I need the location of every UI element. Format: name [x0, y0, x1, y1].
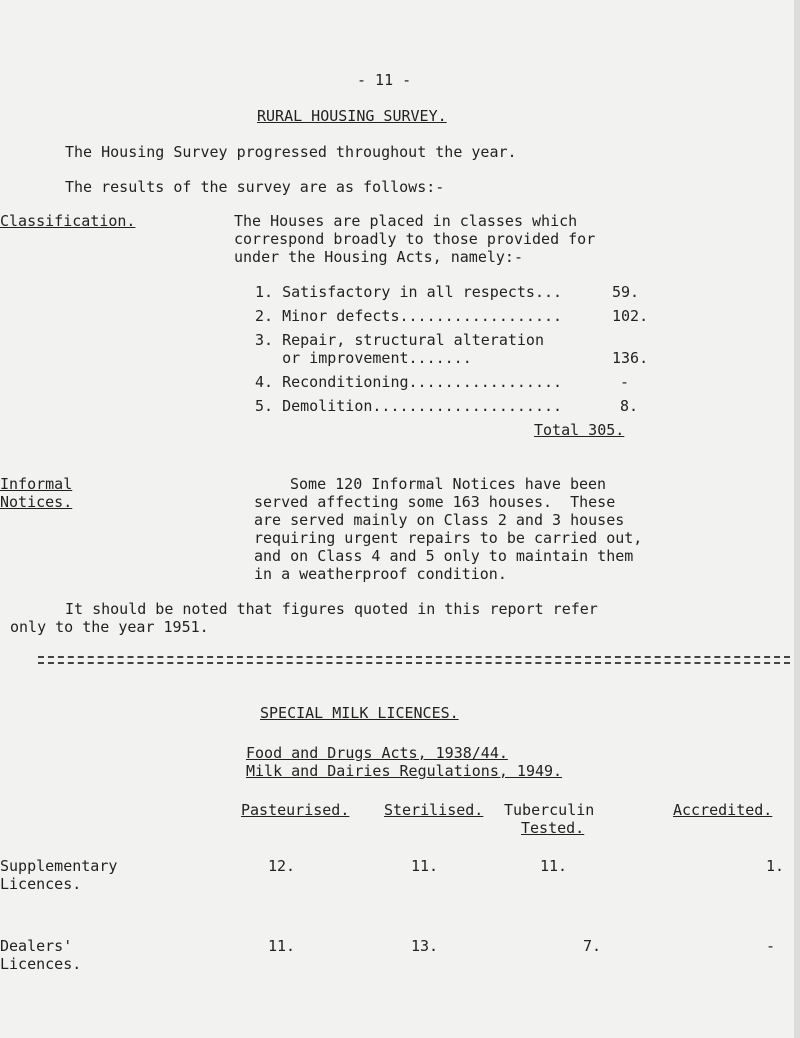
informal-text-3: are served mainly on Class 2 and 3 houses	[254, 511, 625, 529]
column-header-sub: Tested.	[521, 819, 585, 837]
table-cell: 13.	[411, 937, 439, 955]
row-label: Licences.	[0, 875, 82, 893]
informal-text-4: requiring urgent repairs to be carried out,	[254, 529, 643, 547]
informal-text-1: Some 120 Informal Notices have been	[290, 475, 607, 493]
class-item-value: 8.	[620, 397, 639, 415]
class-item-value: 102.	[612, 307, 649, 325]
informal-text-2: served affecting some 163 houses. These	[254, 493, 616, 511]
column-header: Pasteurised.	[241, 801, 350, 819]
row-label: Licences.	[0, 955, 82, 973]
subtitle-milk-dairies: Milk and Dairies Regulations, 1949.	[246, 762, 563, 780]
column-header: Tuberculin	[504, 801, 595, 819]
note-line-2: only to the year 1951.	[10, 618, 209, 636]
classification-text-3: under the Housing Acts, namely:-	[234, 248, 523, 266]
class-item-label: 2. Minor defects..................	[255, 307, 563, 325]
table-cell: 12.	[268, 857, 296, 875]
class-item-value: 136.	[612, 349, 649, 367]
class-item-label: or improvement.......	[255, 349, 472, 367]
section-title-housing: RURAL HOUSING SURVEY.	[257, 107, 447, 125]
classification-text-2: correspond broadly to those provided for	[234, 230, 596, 248]
informal-heading-1: Informal	[0, 475, 73, 493]
column-header: Sterilised.	[384, 801, 484, 819]
section-divider	[38, 656, 790, 658]
table-cell: 1.	[766, 857, 785, 875]
subtitle-food-drugs: Food and Drugs Acts, 1938/44.	[246, 744, 508, 762]
total: Total 305.	[534, 421, 625, 439]
table-cell: 11.	[411, 857, 439, 875]
class-item-label: 4. Reconditioning.................	[255, 373, 563, 391]
classification-heading: Classification.	[0, 212, 136, 230]
informal-text-5: and on Class 4 and 5 only to maintain them	[254, 547, 634, 565]
classification-text-1: The Houses are placed in classes which	[234, 212, 578, 230]
class-item-value: 59.	[612, 283, 640, 301]
intro-line-2: The results of the survey are as follows:-	[65, 178, 445, 196]
table-cell: -	[766, 937, 776, 955]
table-cell: 11.	[540, 857, 568, 875]
row-label: Dealers'	[0, 937, 73, 955]
class-item-label: 3. Repair, structural alteration	[255, 331, 544, 349]
table-cell: 7.	[583, 937, 602, 955]
intro-line-1: The Housing Survey progressed throughout the year.	[65, 143, 517, 161]
class-item-value: -	[620, 373, 630, 391]
table-cell: 11.	[268, 937, 296, 955]
page-number: - 11 -	[357, 71, 412, 89]
section-title-milk: SPECIAL MILK LICENCES.	[260, 704, 459, 722]
row-label: Supplementary	[0, 857, 118, 875]
section-divider	[38, 662, 790, 664]
note-line-1: It should be noted that figures quoted in this report refer	[65, 600, 598, 618]
page-edge	[794, 0, 800, 1038]
informal-text-6: in a weatherproof condition.	[254, 565, 507, 583]
informal-heading-2: Notices.	[0, 493, 73, 511]
column-header: Accredited.	[673, 801, 773, 819]
class-item-label: 1. Satisfactory in all respects...	[255, 283, 563, 301]
class-item-label: 5. Demolition.....................	[255, 397, 563, 415]
